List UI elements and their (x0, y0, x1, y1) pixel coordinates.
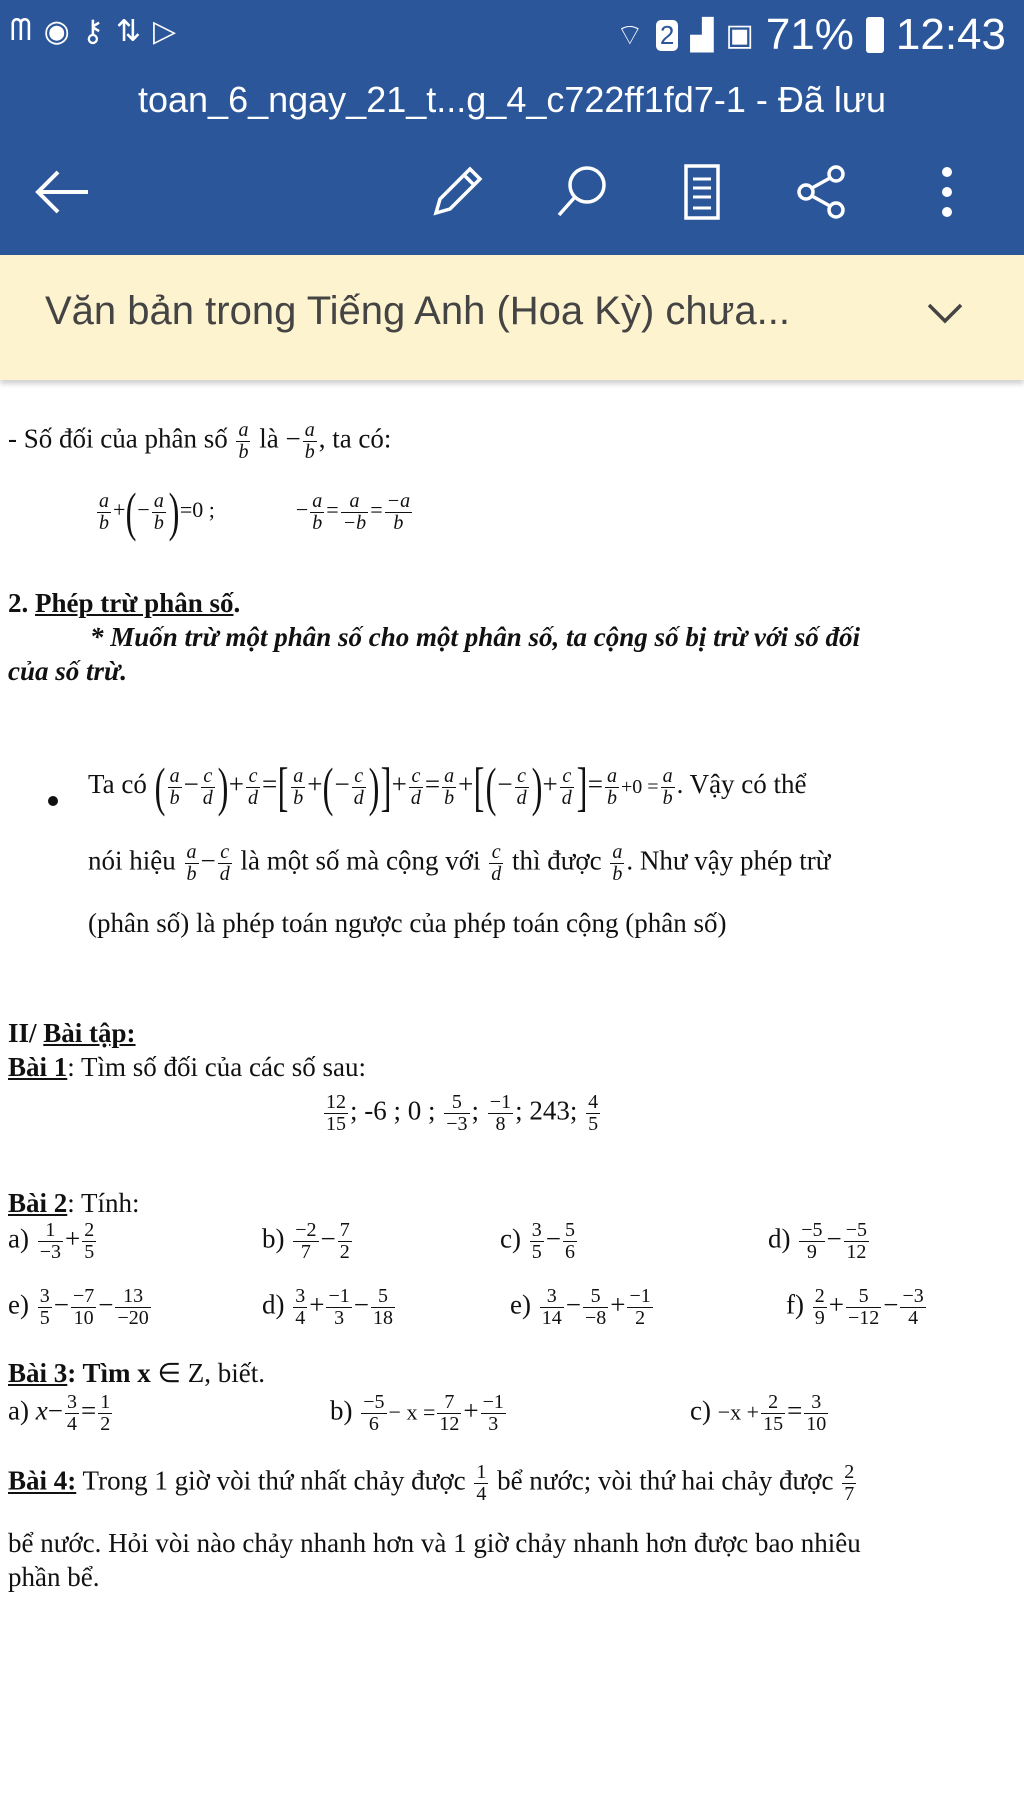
exercise-1: Bài 1: Tìm số đối của các số sau: (8, 1052, 366, 1082)
reading-view-icon (682, 163, 722, 221)
text: , ta có: (318, 423, 392, 454)
signal2-icon: ▣ (725, 18, 754, 52)
battery-icon (866, 17, 884, 53)
more-icon (937, 164, 957, 220)
section-2-heading: 2. Phép trừ phân số. (8, 588, 241, 618)
play-icon: ▷ (152, 15, 177, 48)
exercise-3: Bài 3: Tìm x ∈ Z, biết. (8, 1358, 266, 1388)
language-banner[interactable] (0, 255, 1024, 380)
battery-percent: 71% (765, 10, 854, 59)
more-options-button[interactable] (915, 160, 979, 224)
subtraction-rule-line2: của số trừ. (8, 656, 127, 686)
opposite-fraction-line (8, 420, 391, 463)
toolbar (0, 130, 1024, 255)
edit-button[interactable] (425, 160, 489, 224)
back-icon (32, 167, 92, 217)
fraction: $\frac{a}{b}$ (312, 489, 323, 534)
share-icon (794, 164, 850, 220)
fraction: $\frac{a}{b}$ (238, 419, 249, 463)
proof-line2: nói hiệu $\frac{a}{b}$ − $\frac{c}{d}$ là một số mà cộng với $\frac{c}{d}$ thì được $\frac{a}{b}$ . Như vậy phép trừ (88, 841, 831, 885)
fraction: $\frac{a}{-b}$ (342, 489, 367, 534)
document-title: toan_6_ngay_21_t...g_4_c722ff1fd7-1 - Đã lưu (0, 70, 1024, 130)
clock: 12:43 (895, 10, 1006, 59)
chevron-down-icon (925, 300, 965, 326)
fraction: $\frac{-a}{b}$ (386, 489, 411, 534)
exercise-2: Bài 2: Tính: (8, 1188, 140, 1218)
text: - Số đối của phân số (8, 423, 235, 454)
fraction: $\frac{a}{b}$ (153, 489, 164, 534)
status-bar (0, 0, 1024, 70)
pencil-icon (428, 163, 486, 221)
exercise-4-line3: phần bể. (8, 1562, 100, 1592)
exercise-2-e2: e) $\frac{3}{14}$ − $\frac{5}{-8}$ + $\frac{-1}{2}$ (510, 1285, 651, 1329)
search-icon (553, 163, 611, 221)
notification-icons (10, 14, 176, 49)
exercise-4-line2: bể nước. Hỏi vòi nào chảy nhanh hơn và 1 giờ chảy nhanh hơn được bao nhiêu (8, 1528, 861, 1558)
fraction: $\frac{a}{b}$ (304, 419, 315, 463)
system-indicators (616, 10, 1006, 60)
exercise-2-c: c) $\frac{3}{5}$ − $\frac{5}{6}$ (500, 1219, 575, 1263)
exercise-2-d: d) $\frac{-5}{9}$ − $\frac{-5}{12}$ (768, 1219, 868, 1263)
exercise-4-line1: Bài 4: Trong 1 giờ vòi thứ nhất chảy được $\frac{1}{4}$ bể nước; vòi thứ hai chảy được $\frac{2}{7}$ (8, 1461, 855, 1505)
text: là − (252, 423, 301, 454)
exercise-3-b: b) $\frac{-5}{6}$ − x = $\frac{7}{12}$ + $\frac{-1}{3}$ (330, 1391, 504, 1435)
banner-expand-button[interactable] (925, 300, 965, 331)
wifi-icon: ⌔ (615, 19, 644, 52)
fraction: $\frac{a}{b}$ (99, 489, 109, 534)
signal-icon: ▟ (690, 18, 714, 52)
exercise-2-d2: d) $\frac{3}{4}$ + $\frac{-1}{3}$ − $\frac{5}{18}$ (262, 1285, 393, 1329)
exercise-3-c: c) −x + $\frac{2}{15}$ = $\frac{3}{10}$ (690, 1391, 827, 1435)
bullet (48, 796, 58, 806)
exercises-heading: II/ Bài tập: (8, 1018, 136, 1048)
opposite-fraction-formula: $\frac{a}{b}$ +(− $\frac{a}{b}$ )=0 ; − $\frac{a}{b}$ = $\frac{a}{-b}$ = $\frac{-a}{b}$ (99, 482, 411, 542)
back-button[interactable] (30, 160, 94, 224)
document-body (0, 380, 1024, 1820)
proof-line1: Ta có ( $\frac{a}{b}$ − $\frac{c}{d}$ )+ $\frac{c}{d}$ =[ $\frac{a}{b}$ +(− $\frac{c}{d}$ )]+ $\frac{c}{d}$ = $\frac{a}{b}$ +[(− $\frac{c}{d}$ )+ $\frac{c}{d}$ ]= $\frac{a}{b}$ +0 = $\frac{a}{b}$ . Vậy có thể (88, 757, 807, 817)
key-icon: ⚷ (81, 15, 104, 48)
exercise-3-a: a) x− $\frac{3}{4}$ = $\frac{1}{2}$ (8, 1391, 111, 1435)
exercise-1-numbers: $\frac{12}{15}$ ; -6 ; 0 ; $\frac{5}{-3}$ ; $\frac{-1}{8}$ ; 243; $\frac{4}{5}$ (326, 1091, 599, 1135)
usb-icon: ⇅ (115, 15, 141, 48)
exercise-2-a: a) $\frac{1}{-3}$ + $\frac{2}{5}$ (8, 1219, 95, 1263)
subtraction-rule-line1: * Muốn trừ một phân số cho một phân số, ta cộng số bị trừ với số đối (90, 622, 860, 652)
search-button[interactable] (550, 160, 614, 224)
banner-text: Văn bản trong Tiếng Anh (Hoa Kỳ) chưa... (45, 289, 790, 333)
reading-view-button[interactable] (670, 160, 734, 224)
messenger-icon: ◉ (43, 15, 70, 48)
m-icon: ᗰ (10, 14, 32, 47)
exercise-2-e: e) $\frac{3}{5}$ − $\frac{-7}{10}$ − $\frac{13}{-20}$ (8, 1285, 149, 1329)
proof-line3: (phân số) là phép toán ngược của phép toán cộng (phân số) (88, 908, 727, 938)
exercise-2-b: b) $\frac{-2}{7}$ − $\frac{7}{2}$ (262, 1219, 350, 1263)
sim-badge: 2 (656, 20, 678, 51)
share-button[interactable] (790, 160, 854, 224)
exercise-2-f: f) $\frac{2}{9}$ + $\frac{5}{-12}$ − $\frac{-3}{4}$ (786, 1285, 924, 1329)
